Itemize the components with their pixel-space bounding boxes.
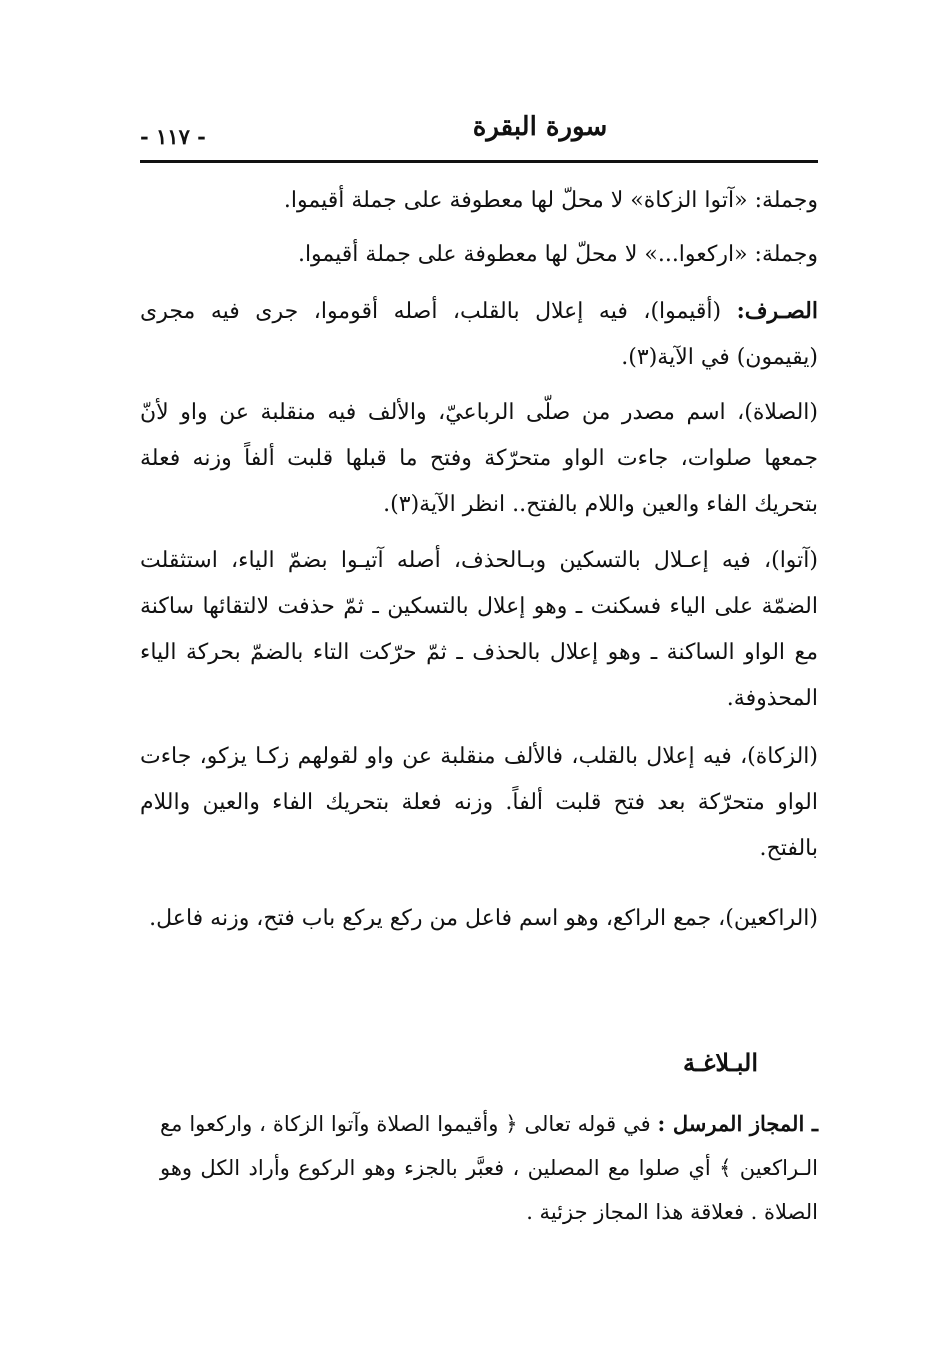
balagha-paragraph	[160, 1102, 818, 1234]
paragraph-salat: (الصلاة)، اسم مصدر من صلّى الرباعيّ، والألف فيه منقلبة عن واو لأنّ جمعها صلوات، جاءت الواو متحرّكة وفتح ما قبلها قلبت ألفاً وزنه فعلة بتحريك الفاء والعين واللام بالفتح.. انظر الآية(٣).	[140, 400, 818, 517]
sarf-paragraph	[140, 288, 818, 381]
header-divider	[140, 160, 818, 163]
irab-section-2	[140, 232, 818, 278]
page-header	[140, 112, 818, 162]
balagha-heading: البـلاغـة	[682, 1048, 758, 1077]
balagha-label: ـ المجاز المرسل :	[657, 1111, 818, 1136]
irab-line-1: وجملة: «آتوا الزكاة» لا محلّ لها معطوفة على جملة أقيموا.	[283, 188, 818, 213]
paragraph-rakiin: (الراكعين)، جمع الراكع، وهو اسم فاعل من ركع يركع باب فتح، وزنه فاعل.	[149, 906, 818, 931]
sarf-text: (أقيموا)، فيه إعلال بالقلب، أصله أقوموا، جرى فيه مجرى (يقيمون) في الآية(٣).	[140, 299, 818, 370]
balagha-text: في قوله تعالى ﴿ وأقيموا الصلاة وآتوا الزكاة ، واركعوا مع الـراكعين ﴾ أي صلوا مع المصلين ، فعبَّر بالجزء وهو الركوع وأراد الكل وهو الصلاة . فعلاقة هذا المجاز جزئية .	[160, 1112, 818, 1224]
page-number: - ١١٧ -	[140, 124, 206, 149]
surah-title: سورة البقرة	[472, 112, 608, 142]
sarf-label: الصـرف:	[736, 298, 818, 324]
paragraph-zakat: (الزكاة)، فيه إعلال بالقلب، فالألف منقلبة عن واو لقولهم زكـا يزكو، جاءت الواو متحرّكة بعد فتح قلبت ألفاً. وزنه فعلة بتحريك الفاء والعين واللام بالفتح.	[140, 744, 818, 861]
paragraph-atu: (آتوا)، فيه إعـلال بالتسكين وبـالحذف، أصله آتيـوا بضمّ الياء، استثقلت الضمّة على الياء فسكنت ـ وهو إعلال بالتسكين ـ ثمّ حذفت لالتقائها ساكنة مع الواو الساكنة ـ وهو إعلال بالحذف ـ ثمّ حرّكت التاء بالضمّ بحركة الياء المحذوفة.	[140, 548, 818, 711]
irab-line-2: وجملة: «اركعوا...» لا محلّ لها معطوفة على جملة أقيموا.	[297, 242, 818, 267]
irab-section	[140, 178, 818, 224]
